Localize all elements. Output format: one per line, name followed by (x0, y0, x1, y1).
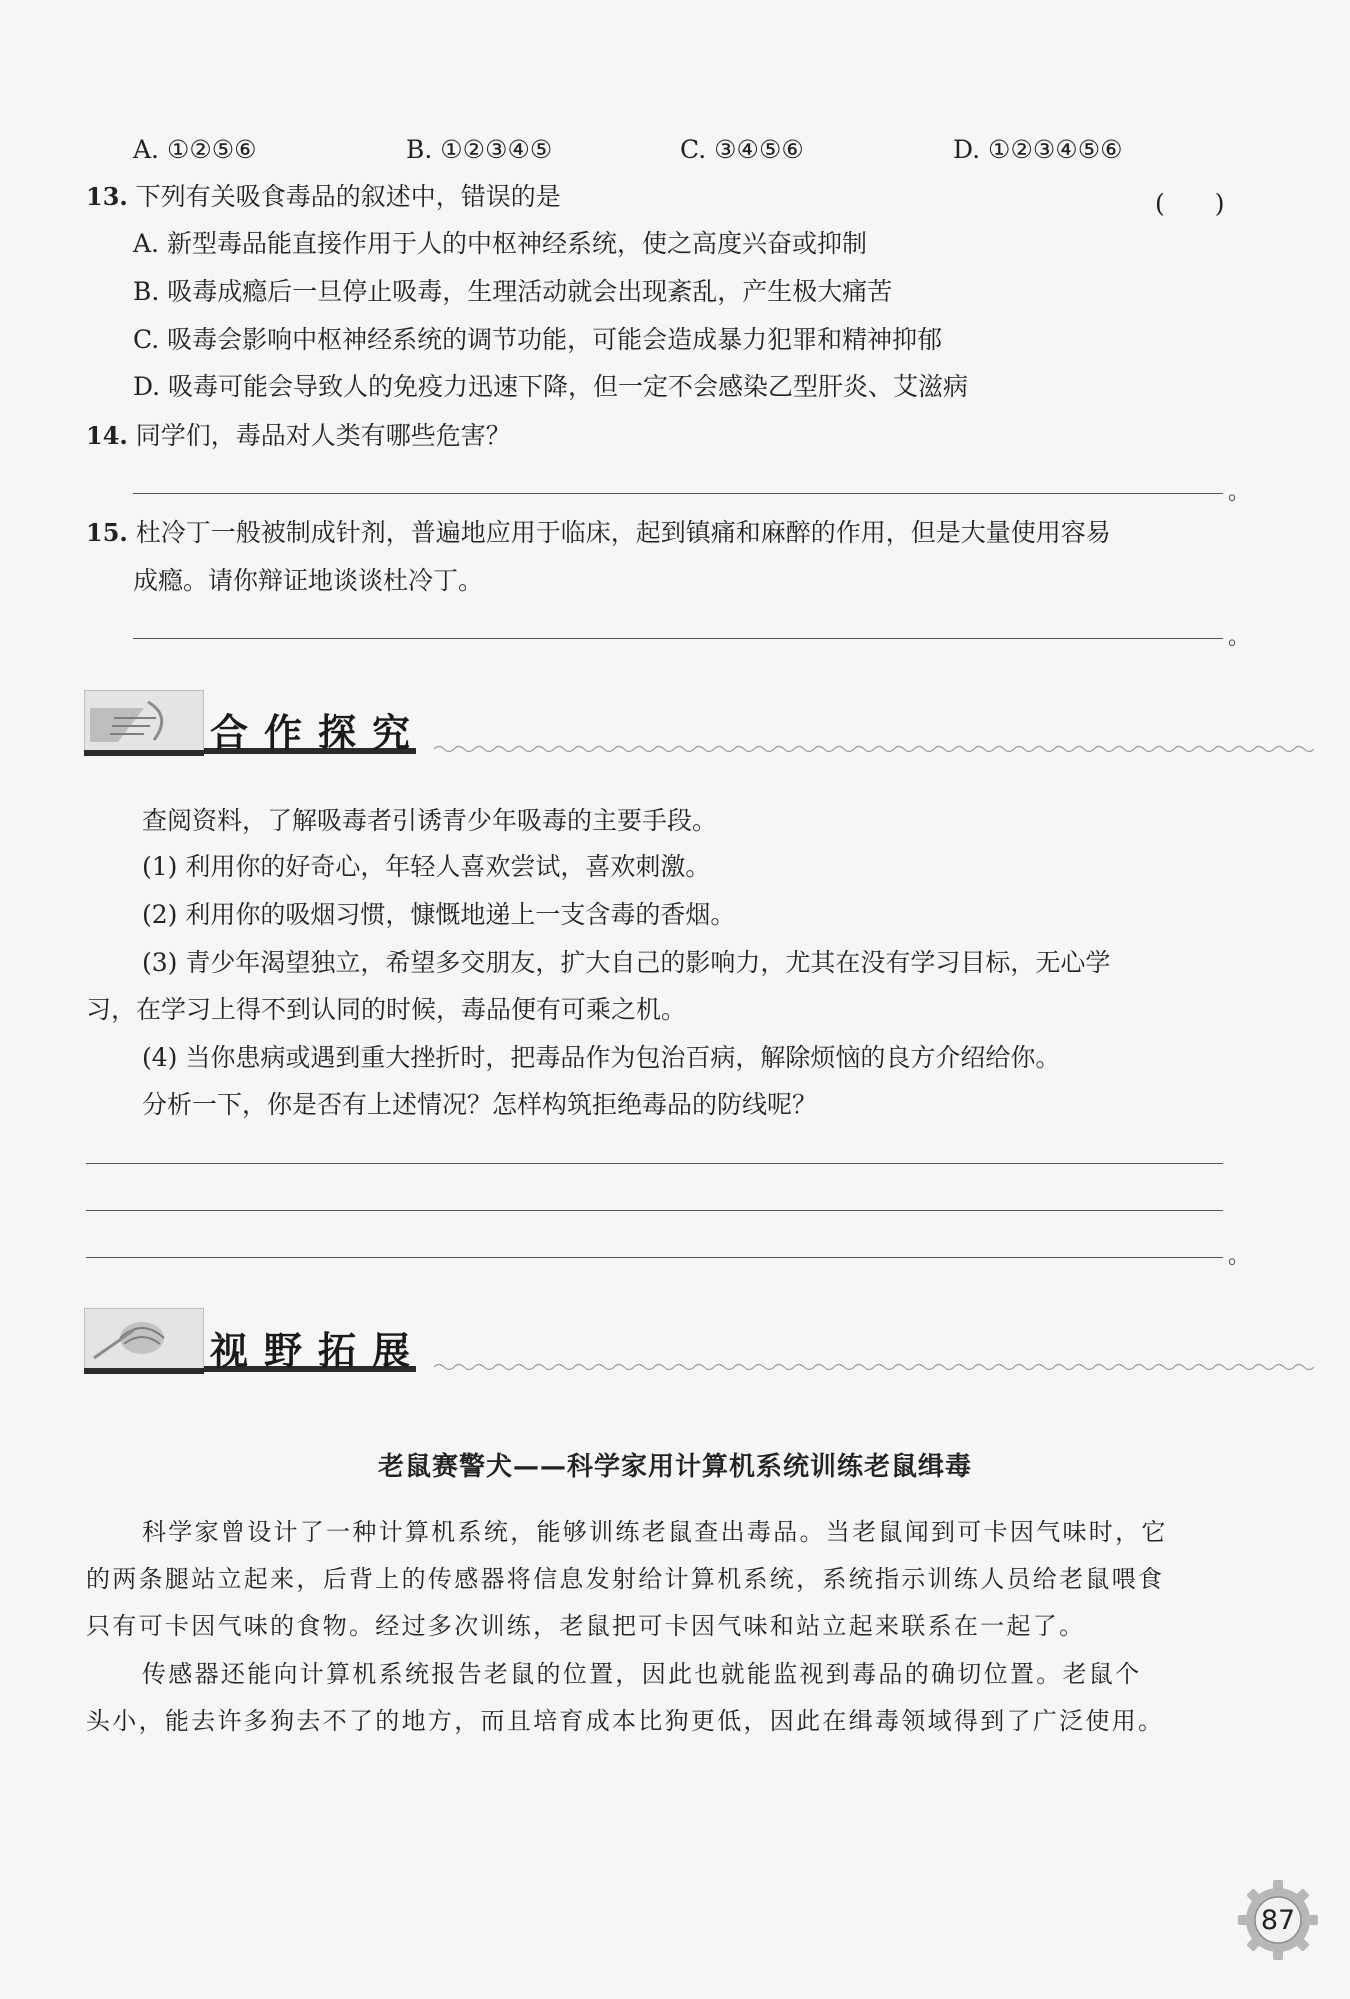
section2-title: 视野拓展 (210, 1329, 427, 1373)
q15-number: 15. (86, 518, 128, 547)
section1-question: 分析一下，你是否有上述情况？怎样构筑拒绝毒品的防线呢？ (142, 1090, 818, 1119)
q14-number: 14. (86, 421, 128, 450)
section1-answer-line-3[interactable] (86, 1257, 1223, 1258)
section1-item-3-cont: 习，在学习上得不到认同的时候，毒品便有可乘之机。 (86, 995, 687, 1024)
section1-item-1: (1) 利用你的好奇心，年轻人喜欢尝试，喜欢刺激。 (142, 852, 711, 881)
q15-period: 。 (1228, 625, 1251, 650)
q12-option-c: C. ③④⑤⑥ (680, 135, 804, 164)
q13-answer-paren[interactable]: ( ) (1155, 189, 1225, 218)
section1-answer-line-1[interactable] (86, 1163, 1223, 1164)
article-para1-line1: 科学家曾设计了一种计算机系统，能够训练老鼠查出毒品。当老鼠闻到可卡因气味时，它 (142, 1518, 1168, 1546)
q13-option-b: B. 吸毒成瘾后一旦停止吸毒，生理活动就会出现紊乱，产生极大痛苦 (133, 277, 893, 306)
page-number-badge (1236, 1878, 1320, 1962)
q14-period: 。 (1228, 480, 1251, 505)
section1-title: 合作探究 (210, 711, 427, 755)
q13-option-c: C. 吸毒会影响中枢神经系统的调节功能，可能会造成暴力犯罪和精神抑郁 (133, 325, 943, 354)
article-para2-line1: 传感器还能向计算机系统报告老鼠的位置，因此也就能监视到毒品的确切位置。老鼠个 (142, 1660, 1142, 1688)
q13-stem-text: 下列有关吸食毒品的叙述中，错误的是 (135, 182, 561, 211)
section1-item-2: (2) 利用你的吸烟习惯，慷慨地递上一支含毒的香烟。 (142, 900, 736, 929)
section1-period: 。 (1228, 1244, 1251, 1269)
section1-item-4: (4) 当你患病或遇到重大挫折时，把毒品作为包治百病，解除烦恼的良方介绍给你。 (142, 1043, 1061, 1072)
q15-line1-text: 杜冷丁一般被制成针剂，普遍地应用于临床，起到镇痛和麻醉的作用，但是大量使用容易 (135, 518, 1111, 547)
q15-line2: 成瘾。请你辩证地谈谈杜冷丁。 (133, 566, 484, 595)
section1-item-3: (3) 青少年渴望独立，希望多交朋友，扩大自己的影响力，尤其在没有学习目标，无心学 (142, 948, 1111, 977)
section-header-horizon (84, 1308, 1234, 1374)
section1-wavy-rule (434, 744, 1314, 754)
section1-emblem-icon (84, 690, 204, 756)
q13-stem (86, 184, 561, 209)
article-para2-line2: 头小，能去许多狗去不了的地方，而且培育成本比狗更低，因此在缉毒领域得到了广泛使用。 (86, 1707, 1165, 1735)
q13-option-a: A. 新型毒品能直接作用于人的中枢神经系统，使之高度兴奋或抑制 (133, 229, 867, 258)
q14-answer-line[interactable] (133, 493, 1223, 494)
section-header-cooperative (84, 690, 1234, 756)
section1-intro: 查阅资料，了解吸毒者引诱青少年吸毒的主要手段。 (142, 806, 718, 835)
q13-option-d: D. 吸毒可能会导致人的免疫力迅速下降，但一定不会感染乙型肝炎、艾滋病 (133, 372, 969, 401)
q14-stem-text: 同学们，毒品对人类有哪些危害？ (135, 421, 511, 450)
article-para1-line2: 的两条腿站立起来，后背上的传感器将信息发射给计算机系统，系统指示训练人员给老鼠喂食 (86, 1565, 1165, 1593)
q15-answer-line[interactable] (133, 638, 1223, 639)
q15-line1 (86, 520, 1111, 545)
page-number: 87 (1260, 1905, 1296, 1936)
q14-stem (86, 423, 511, 448)
article-title: 老鼠赛警犬——科学家用计算机系统训练老鼠缉毒 (377, 1452, 972, 1482)
q12-options (0, 135, 1350, 165)
q12-option-d: D. ①②③④⑤⑥ (953, 135, 1123, 164)
q12-option-b: B. ①②③④⑤ (406, 135, 553, 164)
section1-answer-line-2[interactable] (86, 1210, 1223, 1211)
q13-number: 13. (86, 182, 128, 211)
section2-wavy-rule (434, 1362, 1314, 1372)
section2-emblem-icon (84, 1308, 204, 1374)
q12-option-a: A. ①②⑤⑥ (133, 135, 257, 164)
article-para1-line3: 只有可卡因气味的食物。经过多次训练，老鼠把可卡因气味和站立起来联系在一起了。 (86, 1612, 1086, 1640)
